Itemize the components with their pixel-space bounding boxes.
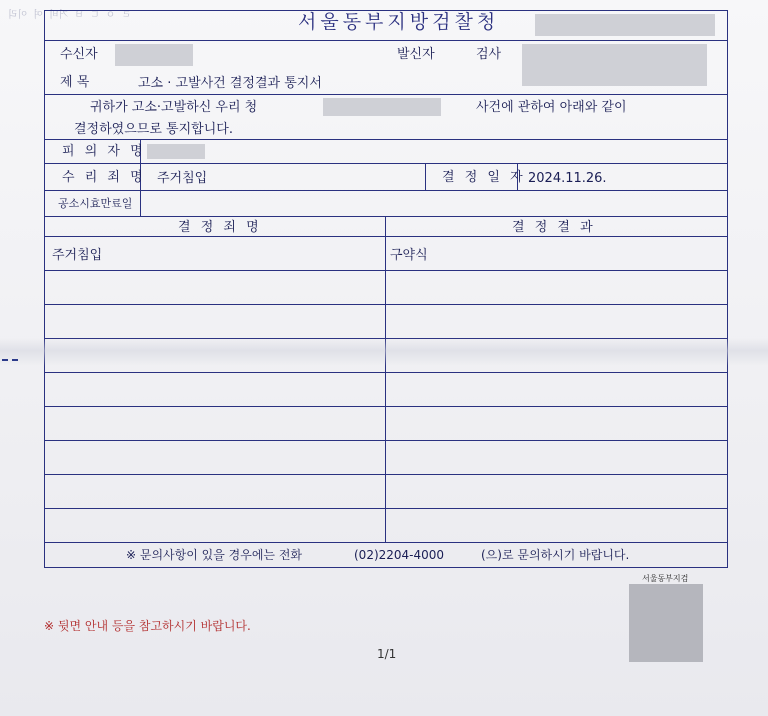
rule: [44, 139, 728, 140]
footer-contact-prefix: ※ 문의사항이 있을 경우에는 전화: [126, 548, 303, 562]
body-line1-suffix: 사건에 관하여 아래와 같이: [476, 100, 627, 115]
fold-mark: [2, 359, 18, 361]
rule: [44, 474, 728, 475]
redacted-case-number: [323, 98, 441, 116]
redacted-recipient: [115, 44, 193, 66]
rule: [44, 440, 728, 441]
accepted-charge-label: 수 리 죄 명: [62, 170, 146, 185]
table-header-result: 결 정 결 과: [512, 220, 596, 235]
footer-phone: (02)2204-4000: [354, 548, 445, 562]
show-through-text: ㄹ ㅇ ㄷ ㅂ 거비 여 이리: [8, 10, 132, 21]
body-line2: 결정하였으므로 통지합니다.: [74, 122, 233, 137]
rule: [44, 270, 728, 271]
decision-date-value: 2024.11.26.: [528, 171, 607, 186]
rule: [44, 508, 728, 509]
sender-value: 검사: [476, 47, 502, 62]
agency-title: 서울동부지방검찰청: [298, 11, 500, 33]
statute-label: 공소시효만료일: [58, 197, 133, 210]
subject-value: 고소 · 고발사건 결정결과 통지서: [138, 76, 322, 91]
redacted-sender: [522, 44, 707, 86]
footer-contact-suffix: (으)로 문의하시기 바랍니다.: [481, 548, 630, 562]
suspect-label: 피 의 자 명: [62, 144, 146, 159]
table-cell-charge: 주거침입: [52, 248, 103, 263]
redacted-block: [535, 14, 715, 36]
rule: [385, 216, 386, 542]
seal-label: 서울동부지검: [642, 574, 689, 583]
rule: [44, 190, 728, 191]
rule: [44, 542, 728, 543]
page-number: 1/1: [377, 647, 397, 661]
rule: [44, 216, 728, 217]
back-page-notice: ※ 뒷면 안내 등을 참고하시기 바랍니다.: [44, 619, 251, 633]
redacted-suspect: [147, 144, 205, 159]
decision-date-label: 결 정 일 자: [442, 170, 526, 185]
redacted-seal: [629, 584, 703, 662]
rule: [44, 304, 728, 305]
paper-fold-shadow: [0, 338, 768, 366]
rule: [44, 372, 728, 373]
subject-label: 제 목: [60, 75, 90, 90]
rule: [44, 406, 728, 407]
rule: [44, 94, 728, 95]
rule: [44, 40, 728, 41]
table-header-charge: 결 정 죄 명: [178, 220, 262, 235]
rule: [425, 163, 426, 190]
body-line1-prefix: 귀하가 고소·고발하신 우리 청: [90, 100, 258, 115]
table-cell-result: 구약식: [390, 248, 428, 263]
sender-label: 발신자: [397, 47, 435, 62]
recipient-label: 수신자: [60, 47, 98, 62]
accepted-charge-value: 주거침입: [157, 171, 208, 186]
rule: [44, 163, 728, 164]
rule: [44, 236, 728, 237]
